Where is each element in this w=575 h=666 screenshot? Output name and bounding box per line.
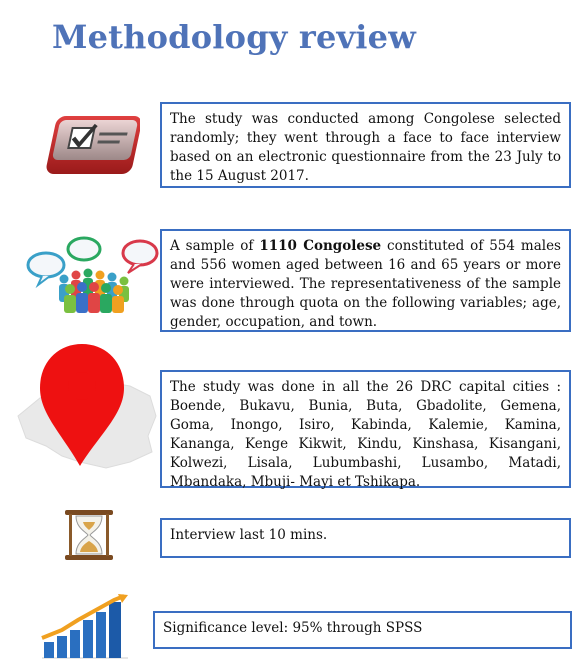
map-pin-drc-icon <box>10 338 160 478</box>
methodology-text-1: The study was conducted among Congolese selected randomly; they went through a face to face interview based on an electronic questionnaire from the 23 July to the 15 August 2017. <box>170 111 561 184</box>
methodology-text-2-end: constituted of 554 males and 556 women aged between 16 and 65 years or more were interviewed. The representativeness of the sample was done through quota on the following variables; age, gender, occupation, and town. <box>170 238 561 330</box>
methodology-box-1 <box>160 102 571 188</box>
crowd-speech-bubbles-icon <box>24 235 160 315</box>
methodology-box-3 <box>160 370 571 488</box>
page-title: Methodology review <box>52 18 416 56</box>
checkbox-form-icon <box>40 112 140 178</box>
methodology-box-4 <box>160 518 571 558</box>
methodology-text-2-start: A sample of <box>170 238 260 254</box>
bar-chart-growth-icon <box>38 592 132 662</box>
sample-size-highlight: 1110 Congolese <box>259 238 382 254</box>
methodology-text-5: Significance level: 95% through SPSS <box>163 620 423 636</box>
methodology-box-5 <box>153 611 572 649</box>
hourglass-icon <box>62 508 116 562</box>
methodology-box-2 <box>160 229 571 332</box>
methodology-text-3: The study was done in all the 26 DRC capital cities : Boende, Bukavu, Bunia, Buta, Gbadolite, Gemena, Goma, Inongo, Isiro, Kabinda, Kalemie, Kamina, Kananga, Kenge Kikwit, Kindu, Kinshasa, Kisangani, Kolwezi, Lisala, Lubumbashi, Lusambo, Matadi, Mbandaka, Mbuji- Mayi et Tshikapa. <box>170 379 561 490</box>
methodology-text-4: Interview last 10 mins. <box>170 527 328 543</box>
